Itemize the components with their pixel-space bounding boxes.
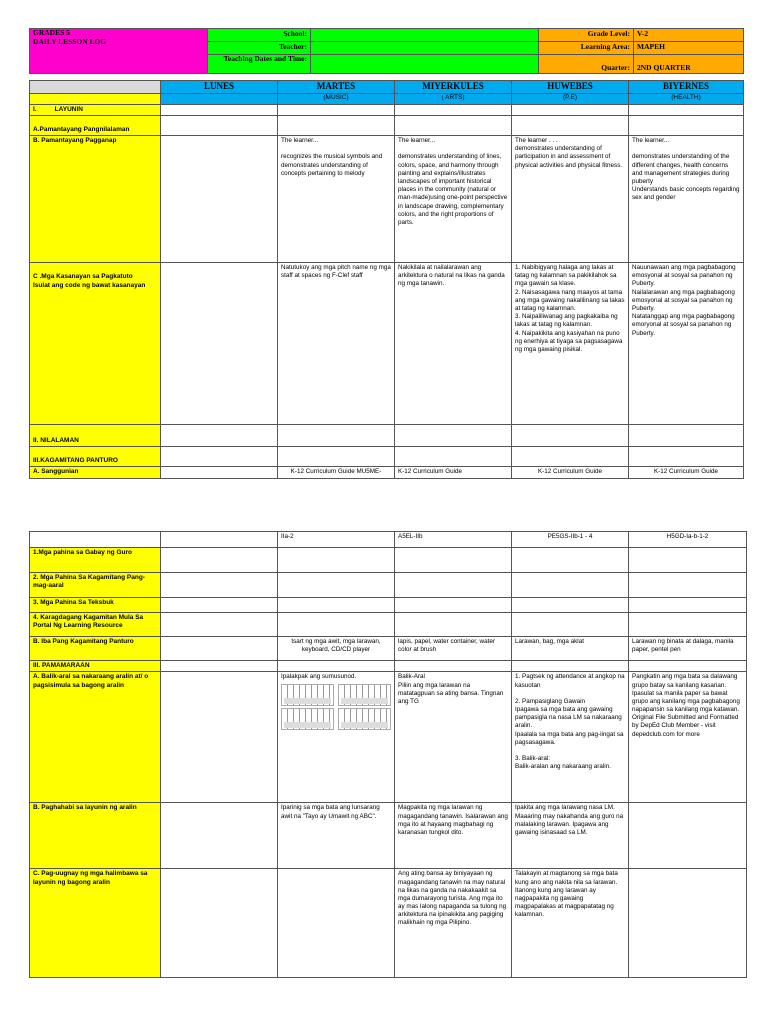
table-cell: H5GD-Ia-b-1-2 xyxy=(629,532,747,548)
subject-header: (P.E) xyxy=(512,93,629,104)
row-label: B. Pamantayang Pagganap xyxy=(30,136,161,263)
table-cell xyxy=(395,548,512,573)
dates-field[interactable] xyxy=(311,55,539,74)
row-label: III. PAMAMARAAN xyxy=(30,661,161,672)
grade-level-value: V-2 xyxy=(634,29,744,42)
lesson-table-part-2 xyxy=(29,531,747,978)
table-cell: Talakayin at magtanong sa mga bata kung ano ang nakita nila sa larawan. Itanong kung ang larawan ay nagpapakita ng gawaing magpapalakas at magpapatatag ng kalamnan. xyxy=(512,869,629,978)
row-label: A.Pamantayang Pangnilalaman xyxy=(30,116,161,136)
table-cell xyxy=(629,425,744,447)
rhythm-image xyxy=(338,708,391,730)
table-cell xyxy=(278,116,395,136)
table-cell: Natutukoy ang mga pitch name ng mga staff at spaces ng F-Clef staff xyxy=(278,263,395,425)
table-cell xyxy=(278,598,395,613)
table-cell xyxy=(629,598,747,613)
table-cell xyxy=(161,672,278,803)
table-cell xyxy=(278,425,395,447)
table-cell xyxy=(395,573,512,598)
day-header: LUNES xyxy=(161,81,278,94)
row-label: C .Mga Kasanayan sa Pagkatuto Isulat ang code ng bawat kasanayan xyxy=(30,263,161,425)
table-cell xyxy=(161,548,278,573)
table-cell xyxy=(161,116,278,136)
table-cell xyxy=(161,136,278,263)
learning-area-label: Learning Area: xyxy=(539,42,634,55)
table-cell xyxy=(629,613,747,637)
clapping-cell xyxy=(278,672,395,803)
header-table xyxy=(29,28,744,74)
table-cell xyxy=(512,548,629,573)
rhythm-figure xyxy=(281,684,391,706)
table-cell xyxy=(161,104,278,115)
quarter-value: 2ND QUARTER xyxy=(634,55,744,74)
table-cell xyxy=(395,104,512,115)
rhythm-image xyxy=(338,684,391,706)
table-cell: Ang ating bansa ay biniyayaan ng magagandang tanawin na may natural na likas na ganda na nakakaakit sa mga dumarayong turista. Ang mga ito ay mas lalong napaganda sa tulong ng arkitektura na ipinakikita ang pagiging malikhain ng mga Pilipino. xyxy=(395,869,512,978)
table-cell xyxy=(278,661,395,672)
table-cell: K-12 Curriculum Guide xyxy=(512,467,629,478)
table-cell: tsart ng mga awit, mga larawan, keyboard, CD/CD player xyxy=(278,637,395,661)
corner-cell xyxy=(30,93,161,104)
table-cell: The learner... demonstrates understanding of lines, colors, space, and harmony through painting and explains/illustrates landscapes of important historical places in the community (natural or man-made)using one-point perspective in landscape drawing, complementary colors, and the right proportions of parts. xyxy=(395,136,512,263)
table-cell: K-12 Curriculum Guide xyxy=(629,467,744,478)
table-cell xyxy=(629,116,744,136)
table-cell xyxy=(395,661,512,672)
table-cell xyxy=(512,425,629,447)
table-cell: Magpakita ng mga larawan ng magagandang tanawin. Isalarawan ang mga ito at hayaang magbahagi ng karanasan tungkol dito. xyxy=(395,803,512,869)
teacher-field[interactable] xyxy=(311,42,539,55)
title-line-2: DAILY LESSON LOG xyxy=(33,36,107,46)
table-cell xyxy=(278,573,395,598)
table-cell xyxy=(512,116,629,136)
dates-label: Teaching Dates and Time: xyxy=(208,55,311,74)
day-header: MIYERKULES xyxy=(395,81,512,94)
table-cell xyxy=(395,425,512,447)
table-cell: Iparinig sa mga bata ang lunsarang awit na "Tayo ay Umawit ng ABC". xyxy=(278,803,395,869)
table-cell xyxy=(512,104,629,115)
table-cell xyxy=(161,661,278,672)
table-cell: The learner . . . demonstrates understanding of participation in and assessment of physical activities and physical fitness. xyxy=(512,136,629,263)
subject-header: (HEALTH) xyxy=(629,93,744,104)
table-cell: The learner... demonstrates understanding of the different changes, health concerns and management strategies during puberty Understands basic concepts regarding sex and gender xyxy=(629,136,744,263)
table-cell xyxy=(161,263,278,425)
table-cell xyxy=(161,598,278,613)
day-header: MARTES xyxy=(278,81,395,94)
row-label: 3. Mga Pahina Sa Teksbuk xyxy=(30,598,161,613)
school-field[interactable] xyxy=(311,29,539,42)
table-cell xyxy=(512,573,629,598)
table-cell xyxy=(161,447,278,467)
table-cell xyxy=(629,447,744,467)
table-cell: 1. Nabibigyang halaga ang lakas at tatag ng kalamnan sa pakikilahok sa mga gawain sa klase. 2. Naisasagawa nang maayos at tama ang mga gawaing nakalilinang sa lakas at tatag ng kalamnan. 3. Naipaliliwanag ang pagkakaiba ng lakas at tatag ng kalamnan. 4. Naipakikita ang kasiyahan na puno ng enerhiya at tiyaga sa pagsasagawa ng mga gawaing pisikal. xyxy=(512,263,629,425)
table-cell xyxy=(512,447,629,467)
table-cell xyxy=(161,532,278,548)
row-label: 4. Karagdagang Kagamitan Mula Sa Portal Ng Learning Resource xyxy=(30,613,161,637)
table-cell xyxy=(629,661,747,672)
table-cell xyxy=(161,869,278,978)
table-cell xyxy=(395,447,512,467)
row-label: 2. Mga Pahina Sa Kagamitang Pang-mag-aaral xyxy=(30,573,161,598)
table-cell: Larawan, bag, mga aklat xyxy=(512,637,629,661)
table-cell xyxy=(629,548,747,573)
table-cell xyxy=(161,425,278,447)
subject-header xyxy=(161,93,278,104)
learning-area-value: MAPEH xyxy=(634,42,744,55)
table-cell xyxy=(278,613,395,637)
layunin-label: I. LAYUNIN xyxy=(30,104,161,115)
table-cell: A5EL-IIb xyxy=(395,532,512,548)
table-cell xyxy=(395,613,512,637)
table-cell xyxy=(395,116,512,136)
table-cell xyxy=(395,598,512,613)
table-cell xyxy=(278,447,395,467)
table-cell xyxy=(512,598,629,613)
table-cell: K-12 Curriculum Guide MU5ME- xyxy=(278,467,395,478)
table-cell: K-12 Curriculum Guide xyxy=(395,467,512,478)
table-cell: The learner... recognizes the musical symbols and demonstrates understanding of concepts pertaining to melody xyxy=(278,136,395,263)
table-cell: PE5GS-IIb-1 - 4 xyxy=(512,532,629,548)
table-cell xyxy=(278,104,395,115)
row-label: C. Pag-uugnay ng mga halimbawa sa layunin ng bagong aralin xyxy=(30,869,161,978)
table-cell xyxy=(629,803,747,869)
table-cell xyxy=(161,613,278,637)
grade-level-label: Grade Level: xyxy=(539,29,634,42)
subject-header: ( ARTS) xyxy=(395,93,512,104)
row-label: B. Iba Pang Kagamitang Panturo xyxy=(30,637,161,661)
subject-header: (MUSIC) xyxy=(278,93,395,104)
table-cell: IIa-2 xyxy=(278,532,395,548)
corner-cell xyxy=(30,81,161,94)
lesson-table-part-1 xyxy=(29,80,744,479)
table-cell xyxy=(161,573,278,598)
row-label: II. NILALAMAN xyxy=(30,425,161,447)
row-label: B. Paghahabi sa layunin ng aralin xyxy=(30,803,161,869)
table-cell xyxy=(629,104,744,115)
table-cell xyxy=(278,548,395,573)
rhythm-image xyxy=(281,708,334,730)
row-label: III.KAGAMITANG PANTURO xyxy=(30,447,161,467)
lesson-log-title xyxy=(30,29,208,74)
table-cell-text: Ipalakpak ang sumusunod. xyxy=(281,673,357,681)
table-cell: 1. Pagtsek ng attendance at angkop na kasuotan 2. Pampasiglang Gawain Ipagawa sa mga bata ang gawaing pampasigla na nasa LM sa nakaraang aralin. Ipaalala sa mga bata ang pag-iingat sa pagsasagawa. 3. Balik-aral: Balik-aralan ang nakaraang aralin. xyxy=(512,672,629,803)
table-cell xyxy=(161,803,278,869)
table-cell xyxy=(161,637,278,661)
row-label: A. Sanggunian xyxy=(30,467,161,478)
teacher-label: Teacher: xyxy=(208,42,311,55)
table-cell xyxy=(161,467,278,478)
table-cell xyxy=(629,573,747,598)
table-cell: Nauunawaan ang mga pagbabagong emosyonal at sosyal sa panahon ng Puberty. Nailalarawan ang mga pagbabagong emosyonal at sosyal sa panahon ng Puberty. Natatanggap ang mga pagbabagong emoryonal at sosyal sa panahon ng Puberty. xyxy=(629,263,744,425)
row-label: 1.Mga pahina sa Gabay ng Guro xyxy=(30,548,161,573)
table-cell: Pangkatin ang mga bata sa dalawang grupo batay sa kanilang kasarian. Ipasulat sa manila paper sa bawat grupo ang kanilang mga pagbabagong napapansin sa kanilang mga katawan. Original File Submitted and Formatted by DepEd Club Member - visit depedclub.com for more xyxy=(629,672,747,803)
school-label: School: xyxy=(208,29,311,42)
table-cell: Larawan ng binata at dalaga, manila paper, pentel pen xyxy=(629,637,747,661)
table-cell xyxy=(629,869,747,978)
table-cell xyxy=(512,661,629,672)
quarter-label: Quarter: xyxy=(539,55,634,74)
rhythm-image xyxy=(281,684,334,706)
table-cell xyxy=(512,613,629,637)
table-cell: Balik-Aral Piliin ang mga larawan na matatagpuan sa ating bansa. Tingnan ang TG xyxy=(395,672,512,803)
table-cell: lapis, papel, water container, water color at brush xyxy=(395,637,512,661)
row-label: A. Balik-aral sa nakaraang aralin at/ o pagsisimula sa bagong aralin xyxy=(30,672,161,803)
table-cell: Ipakita ang mga larawang nasa LM. Maaaring may nakahanda ang guro na malalaking larawan. Ipagawa ang gawaing isinasaad sa LM. xyxy=(512,803,629,869)
table-cell xyxy=(278,869,395,978)
rhythm-figure xyxy=(281,708,391,730)
day-header: HUWEBES xyxy=(512,81,629,94)
title-line-1: GRADES 5 xyxy=(33,28,70,37)
row-label xyxy=(30,532,161,548)
table-cell: Nakikilala at nailalarawan ang arkitektura o natural na likas na ganda ng mga tanawin. xyxy=(395,263,512,425)
day-header: BIYERNES xyxy=(629,81,744,94)
